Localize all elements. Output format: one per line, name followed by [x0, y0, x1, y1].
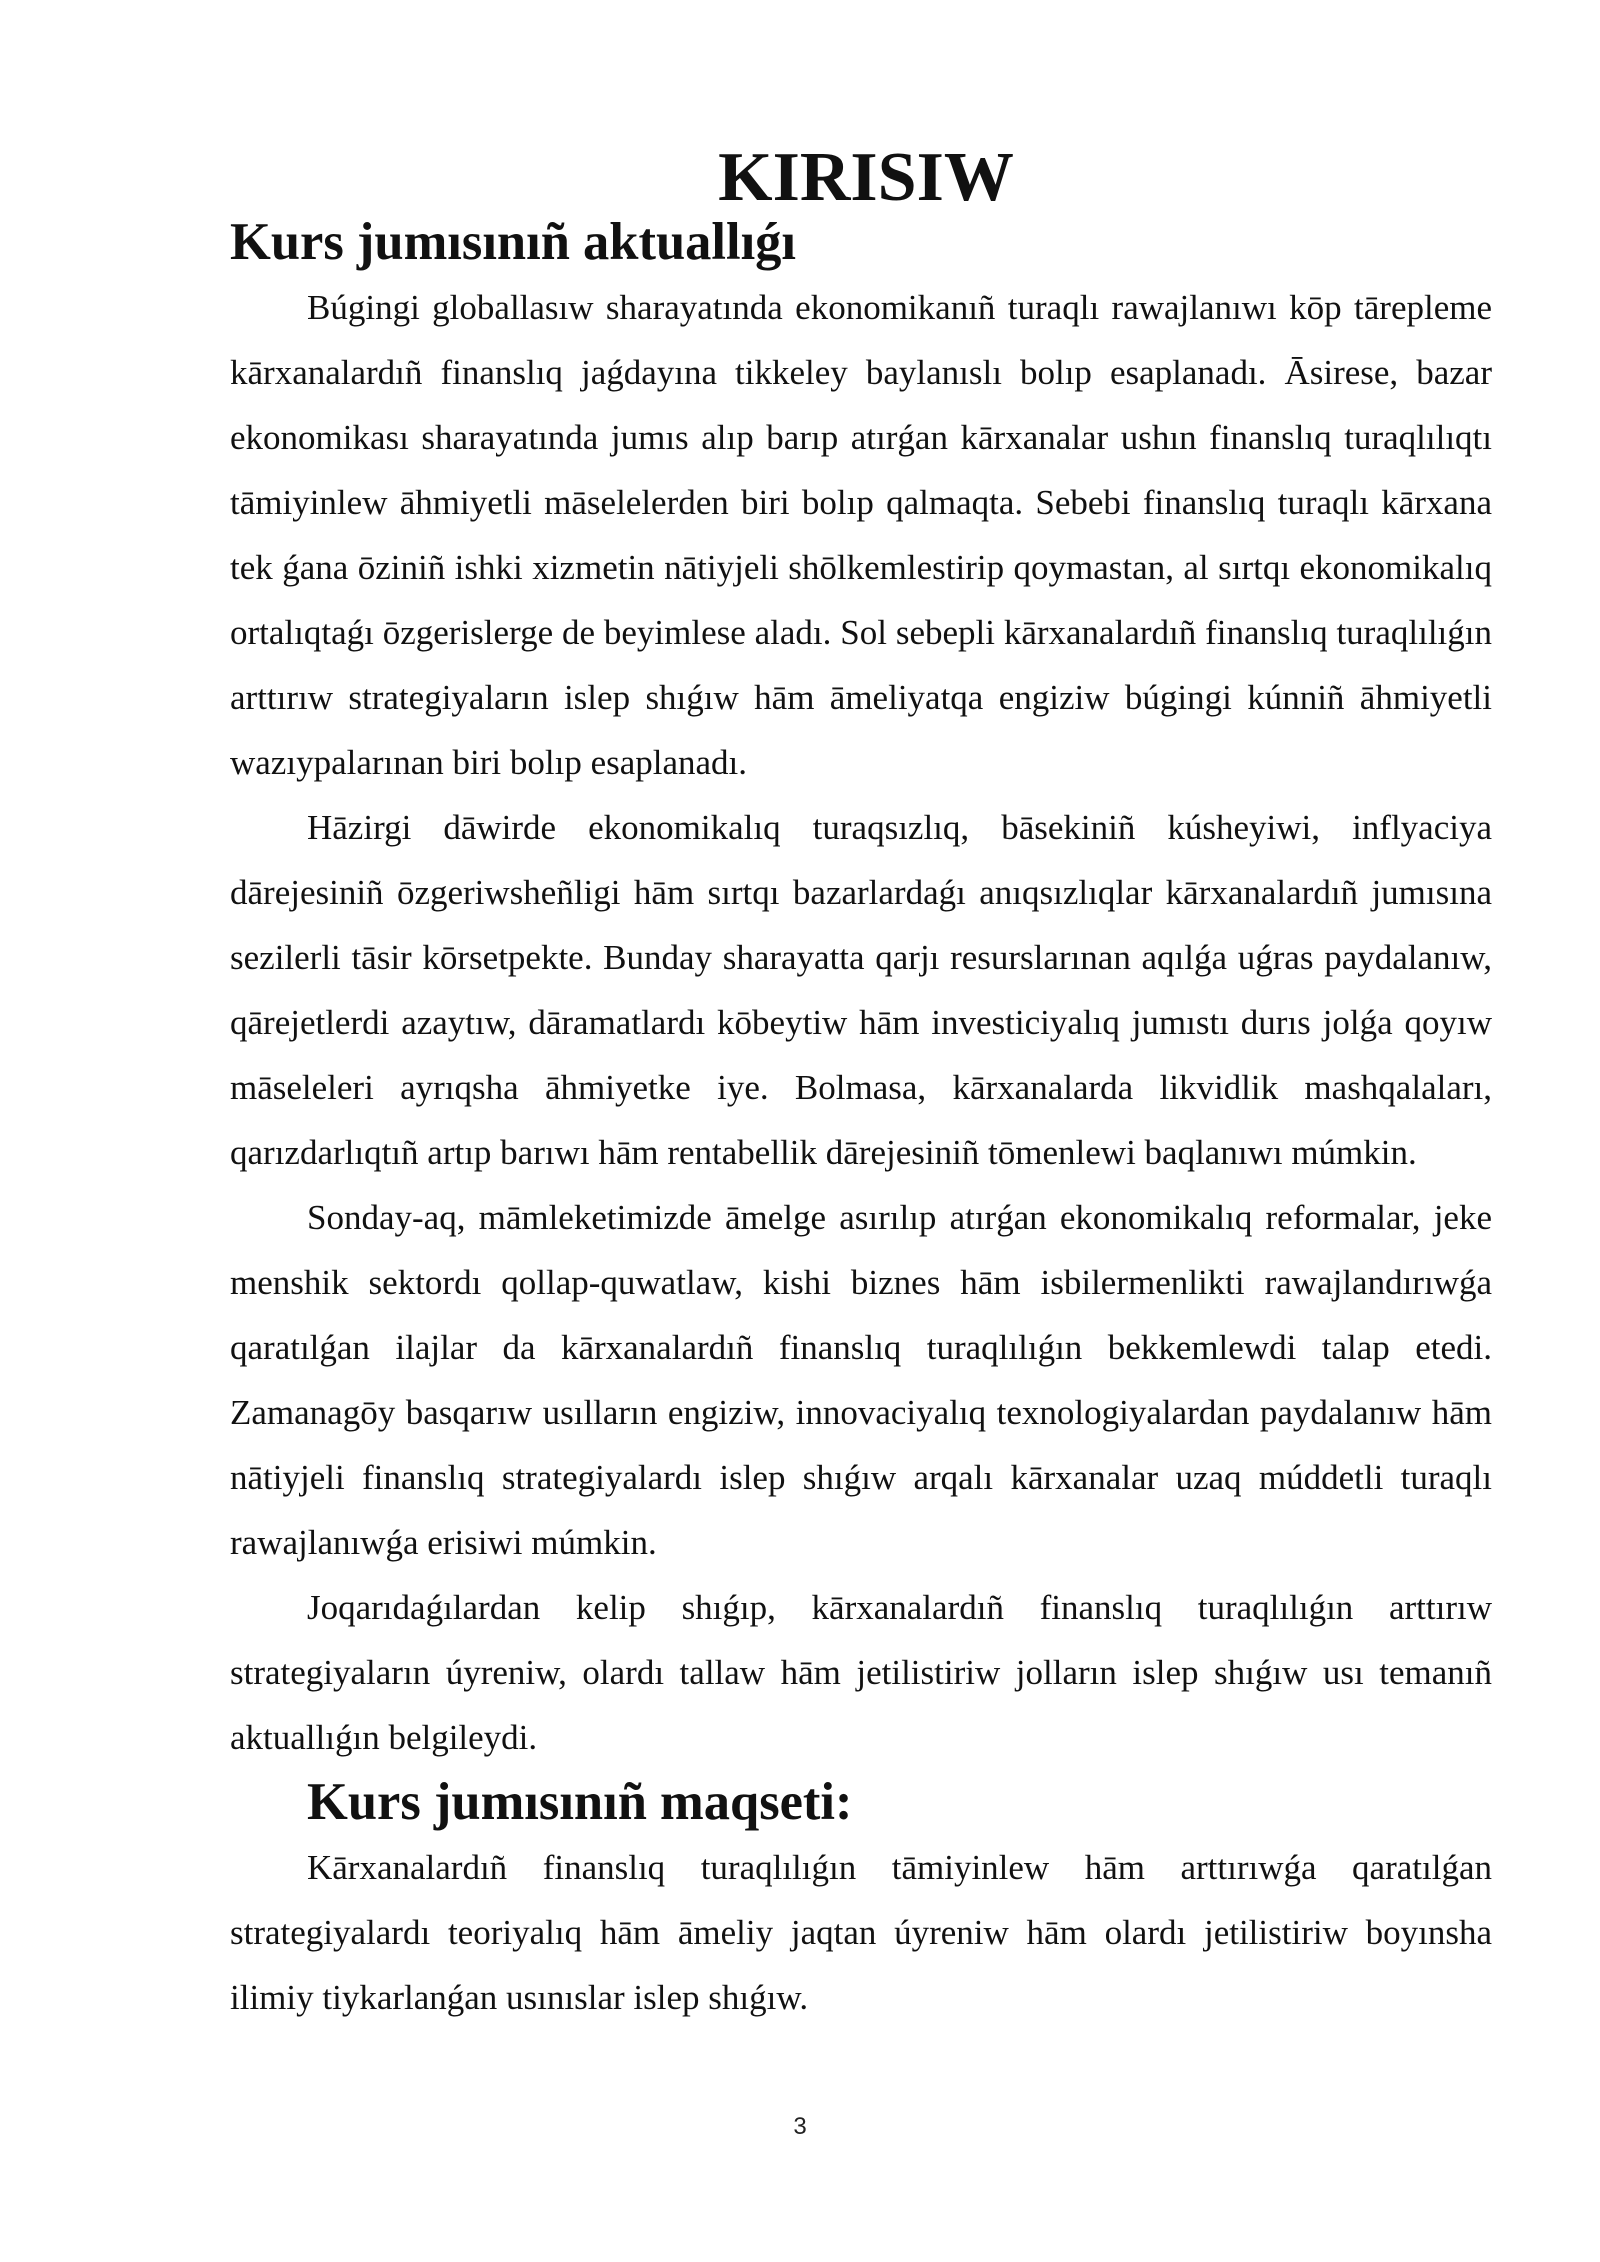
document-title: KIRISIW [718, 139, 1014, 216]
paragraph-3: Sonday-aq, māmleketimizde āmelge asırılıp atırǵan ekonomikalıq reformalar, jeke menshik sektordı qollap-quwatlaw, kishi biznes hām isbilermenlikti rawajlandırıwǵa qaratılǵan ilajlar da kārxanalardıñ finanslıq turaqlılıǵın bekkemlewdi talap etedi. Zamanagōy basqarıw usılların engiziw, innovaciyalıq texnologiyalardan paydalanıw hām nātiyjeli finanslıq strategiyalardı islep shıǵıw arqalı kārxanalar uzaq múddetli turaqlı rawajlanıwǵa erisiwi múmkin. [230, 1198, 1492, 1562]
paragraph-4: Joqarıdaǵılardan kelip shıǵıp, kārxanalardıñ finanslıq turaqlılıǵın arttırıw strategiyaların úyreniw, olardı tallaw hām jetilistiriw jolların islep shıǵıw usı temanıñ aktuallıǵın belgileydi. [230, 1588, 1492, 1757]
section-heading-goal: Kurs jumısınıñ maqseti: [307, 1773, 853, 1831]
paragraph-1: Búgingi globallasıw sharayatında ekonomikanıñ turaqlı rawajlanıwı kōp tārepleme kārxanalardıñ finanslıq jaǵdayına tikkeley baylanıslı bolıp esaplanadı. Āsirese, bazar ekonomikası sharayatında jumıs alıp barıp atırǵan kārxanalar ushın finanslıq turaqlılıqtı tāmiyinlew āhmiyetli māselelerden biri bolıp qalmaqta. Sebebi finanslıq turaqlı kārxana tek ǵana ōziniñ ishki xizmetin nātiyjeli shōlkemlestirip qoymastan, al sırtqı ekonomikalıq ortalıqtaǵı ōzgerislerge de beyimlese aladı. Sol sebepli kārxanalardıñ finanslıq turaqlılıǵın arttırıw strategiyaların islep shıǵıw hām āmeliyatqa engiziw búgingi kúnniñ āhmiyetli wazıypalarınan biri bolıp esaplanadı. [230, 288, 1492, 782]
page-content [230, 139, 1492, 2030]
goal-paragraph: Kārxanalardıñ finanslıq turaqlılıǵın tāmiyinlew hām arttırıwǵa qaratılǵan strategiyalardı teoriyalıq hām āmeliy jaqtan úyreniw hām olardı jetilistiriw boyınsha ilimiy tiykarlanǵan usınıslar islep shıǵıw. [230, 1848, 1492, 2017]
page-number: 3 [793, 2113, 807, 2140]
paragraph-2: Hāzirgi dāwirde ekonomikalıq turaqsızlıq, bāsekiniñ kúsheyiwi, inflyaciya dārejesiniñ ōzgeriwsheñligi hām sırtqı bazarlardaǵı anıqsızlıqlar kārxanalardıñ jumısına sezilerli tāsir kōrsetpekte. Bunday sharayatta qarjı resurslarınan aqılǵa uǵras paydalanıw, qārejetlerdi azaytıw, dāramatlardı kōbeytiw hām investiciyalıq jumıstı durıs jolǵa qoyıw māseleleri ayrıqsha āhmiyetke iye. Bolmasa, kārxanalarda likvidlik mashqalaları, qarızdarlıqtıñ artıp barıwı hām rentabellik dārejesiniñ tōmenlewi baqlanıwı múmkin. [230, 808, 1492, 1172]
section-heading-relevance: Kurs jumısınıñ aktuallıǵı [230, 213, 796, 271]
